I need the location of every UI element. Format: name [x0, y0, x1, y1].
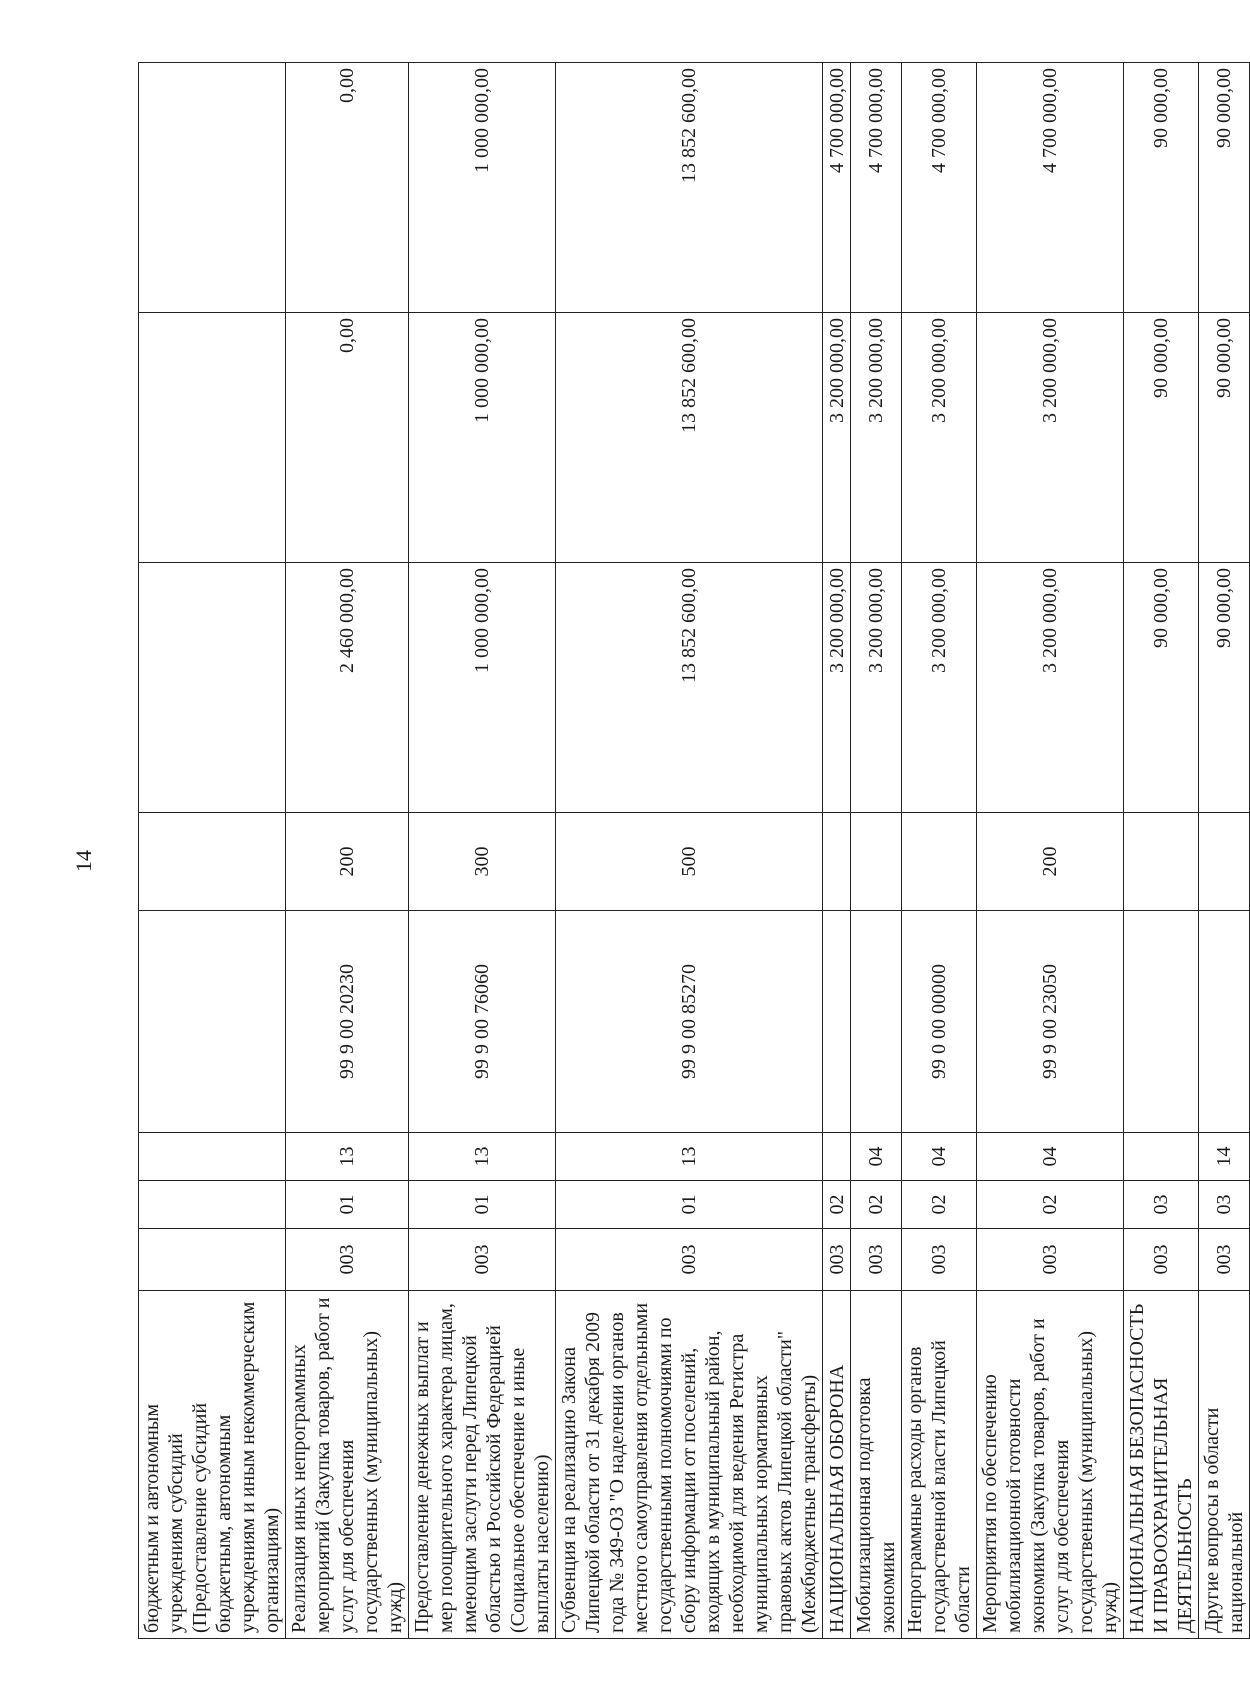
podrazdel-code-cell: 04: [977, 1133, 1124, 1181]
amount-year2-cell: 3 200 000,00: [823, 313, 851, 563]
razdel-code-cell: 01: [286, 1181, 409, 1229]
amount-year3-cell: 4 700 000,00: [823, 63, 851, 313]
glava-code-cell: 003: [286, 1229, 409, 1291]
target-article-cell: 99 9 00 20230: [286, 911, 409, 1133]
target-article-cell: [1199, 911, 1250, 1133]
razdel-code-cell: 03: [1199, 1181, 1250, 1229]
podrazdel-code-cell: 04: [902, 1133, 977, 1181]
table-row: [902, 63, 977, 1639]
table-row: [977, 63, 1124, 1639]
amount-year3-cell: [139, 63, 286, 313]
table-row: [409, 63, 556, 1639]
expense-type-cell: 200: [286, 813, 409, 911]
glava-code-cell: 003: [851, 1229, 902, 1291]
target-article-cell: 99 9 00 76060: [409, 911, 556, 1133]
amount-year2-cell: 3 200 000,00: [977, 313, 1124, 563]
amount-year1-cell: 1 000 000,00: [409, 563, 556, 813]
expense-type-cell: [851, 813, 902, 911]
razdel-code-cell: 03: [1124, 1181, 1199, 1229]
glava-code-cell: 003: [409, 1229, 556, 1291]
razdel-code-cell: 02: [977, 1181, 1124, 1229]
amount-year1-cell: 3 200 000,00: [902, 563, 977, 813]
amount-year2-cell: 0,00: [286, 313, 409, 563]
table-row: [1124, 63, 1199, 1639]
row-name-cell: Субвенция на реализацию Закона Липецкой области от 31 декабря 2009 года № 349-ОЗ "О наделении органов местного самоуправления отдельными государственными полномочиями по сбору информации от поселений, входящих в муниципальный район, необходимой для ведения Регистра муниципальных нормативных правовых актов Липецкой области" (Межбюджетные трансферты): [556, 1291, 823, 1639]
row-name-cell: Непрограммные расходы органов государственной власти Липецкой области: [902, 1291, 977, 1639]
table-row: [556, 63, 823, 1639]
amount-year1-cell: 2 460 000,00: [286, 563, 409, 813]
glava-code-cell: 003: [977, 1229, 1124, 1291]
glava-code-cell: 003: [1124, 1229, 1199, 1291]
amount-year1-cell: 3 200 000,00: [977, 563, 1124, 813]
expense-type-cell: [1199, 813, 1250, 911]
target-article-cell: [139, 911, 286, 1133]
page-number: 14: [71, 850, 96, 872]
razdel-code-cell: 02: [851, 1181, 902, 1229]
table-row: [139, 63, 286, 1639]
razdel-code-cell: 01: [409, 1181, 556, 1229]
target-article-cell: 99 9 00 23050: [977, 911, 1124, 1133]
razdel-code-cell: 02: [823, 1181, 851, 1229]
amount-year3-cell: 4 700 000,00: [977, 63, 1124, 313]
expense-type-cell: [139, 813, 286, 911]
table-row: [823, 63, 851, 1639]
amount-year3-cell: 0,00: [286, 63, 409, 313]
amount-year1-cell: 90 000,00: [1199, 563, 1250, 813]
expense-type-cell: 300: [409, 813, 556, 911]
amount-year1-cell: 13 852 600,00: [556, 563, 823, 813]
amount-year2-cell: 1 000 000,00: [409, 313, 556, 563]
row-name-cell: Реализация иных непрограммных мероприятий (Закупка товаров, работ и услуг для обеспечения государственных (муниципальных) нужд): [286, 1291, 409, 1639]
target-article-cell: 99 9 00 85270: [556, 911, 823, 1133]
amount-year1-cell: 3 200 000,00: [851, 563, 902, 813]
podrazdel-code-cell: 13: [286, 1133, 409, 1181]
razdel-code-cell: [139, 1181, 286, 1229]
glava-code-cell: 003: [556, 1229, 823, 1291]
table-row: [1199, 63, 1250, 1639]
amount-year2-cell: 3 200 000,00: [851, 313, 902, 563]
table-row: [286, 63, 409, 1639]
amount-year3-cell: 1 000 000,00: [409, 63, 556, 313]
podrazdel-code-cell: [1124, 1133, 1199, 1181]
row-name-cell: НАЦИОНАЛЬНАЯ БЕЗОПАСНОСТЬ И ПРАВООХРАНИТЕЛЬНАЯ ДЕЯТЕЛЬНОСТЬ: [1124, 1291, 1199, 1639]
target-article-cell: [1124, 911, 1199, 1133]
razdel-code-cell: 02: [902, 1181, 977, 1229]
table-row: [851, 63, 902, 1639]
target-article-cell: [823, 911, 851, 1133]
row-name-cell: НАЦИОНАЛЬНАЯ ОБОРОНА: [823, 1291, 851, 1639]
glava-code-cell: 003: [902, 1229, 977, 1291]
amount-year1-cell: 3 200 000,00: [823, 563, 851, 813]
razdel-code-cell: 01: [556, 1181, 823, 1229]
glava-code-cell: 003: [1199, 1229, 1250, 1291]
amount-year3-cell: 4 700 000,00: [851, 63, 902, 313]
expense-type-cell: 200: [977, 813, 1124, 911]
row-name-cell: Предоставление денежных выплат и мер поощрительного характера лицам, имеющим заслуги перед Липецкой областью и Российской Федерацией (Социальное обеспечение и иные выплаты населению): [409, 1291, 556, 1639]
podrazdel-code-cell: 14: [1199, 1133, 1250, 1181]
amount-year1-cell: [139, 563, 286, 813]
glava-code-cell: [139, 1229, 286, 1291]
target-article-cell: [851, 911, 902, 1133]
budget-table: [138, 62, 1250, 1639]
amount-year2-cell: 3 200 000,00: [902, 313, 977, 563]
podrazdel-code-cell: [823, 1133, 851, 1181]
expense-type-cell: [902, 813, 977, 911]
target-article-cell: 99 0 00 00000: [902, 911, 977, 1133]
podrazdel-code-cell: 13: [409, 1133, 556, 1181]
amount-year2-cell: 90 000,00: [1199, 313, 1250, 563]
amount-year3-cell: 13 852 600,00: [556, 63, 823, 313]
expense-type-cell: [823, 813, 851, 911]
row-name-cell: Мобилизационная подготовка экономики: [851, 1291, 902, 1639]
rotated-table-container: [138, 63, 1247, 1639]
expense-type-cell: 500: [556, 813, 823, 911]
glava-code-cell: 003: [823, 1229, 851, 1291]
amount-year2-cell: [139, 313, 286, 563]
amount-year3-cell: 4 700 000,00: [902, 63, 977, 313]
amount-year3-cell: 90 000,00: [1124, 63, 1199, 313]
row-name-cell: бюджетным и автономным учреждениям субсидий (Предоставление субсидий бюджетным, автономным учреждениям и иным некоммерческим организациям): [139, 1291, 286, 1639]
podrazdel-code-cell: [139, 1133, 286, 1181]
row-name-cell: Другие вопросы в области национальной: [1199, 1291, 1250, 1639]
podrazdel-code-cell: 04: [851, 1133, 902, 1181]
amount-year2-cell: 13 852 600,00: [556, 313, 823, 563]
amount-year2-cell: 90 000,00: [1124, 313, 1199, 563]
row-name-cell: Мероприятия по обеспечению мобилизационной готовности экономики (Закупка товаров, работ и услуг для обеспечения государственных (муниципальных) нужд): [977, 1291, 1124, 1639]
amount-year1-cell: 90 000,00: [1124, 563, 1199, 813]
podrazdel-code-cell: 13: [556, 1133, 823, 1181]
expense-type-cell: [1124, 813, 1199, 911]
amount-year3-cell: 90 000,00: [1199, 63, 1250, 313]
